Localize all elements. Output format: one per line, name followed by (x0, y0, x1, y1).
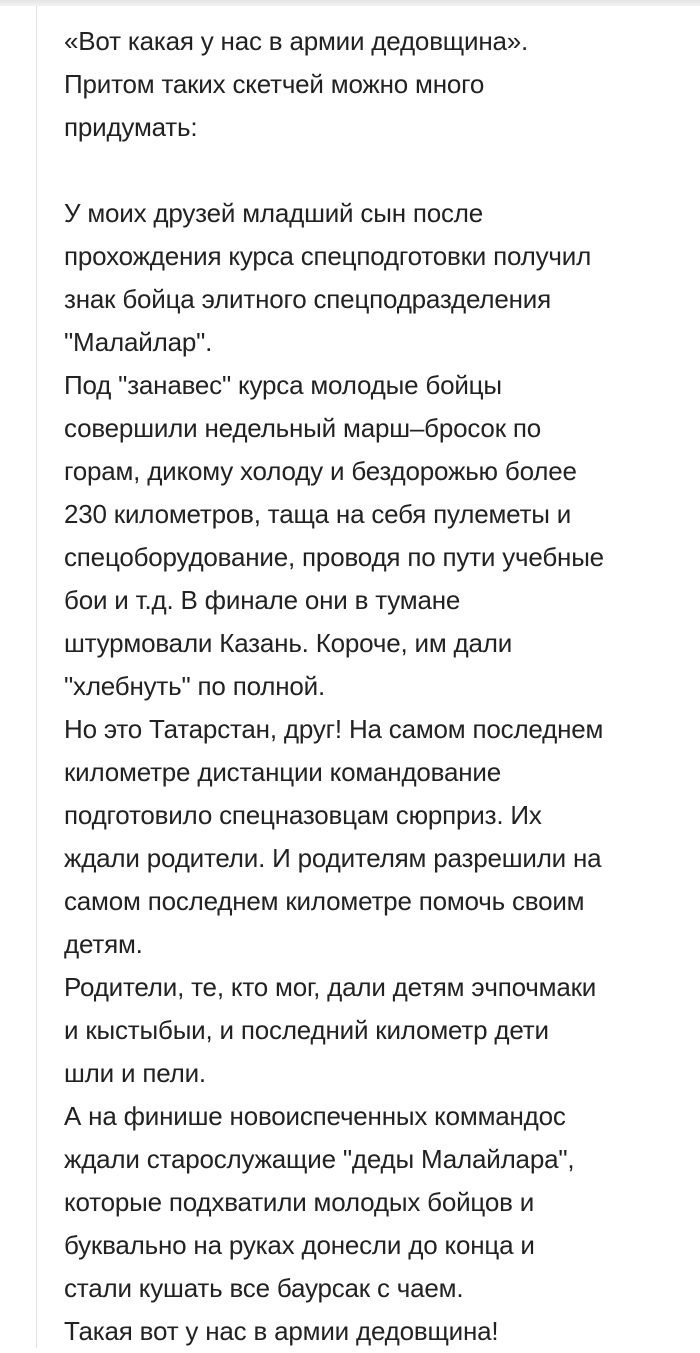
text-line: спецоборудование, проводя по пути учебные (64, 542, 604, 572)
text-line: Притом таких скетчей можно много (64, 69, 485, 99)
text-line: придумать: (64, 112, 198, 142)
text-line: Родители, те, кто мог, дали детям эчпочмаки (64, 972, 597, 1002)
text-line: штурмовали Казань. Короче, им дали (64, 628, 513, 658)
text-line: горам, дикому холоду и бездорожью более (64, 456, 577, 486)
text-line: стали кушать все баурсак с чаем. (64, 1273, 464, 1303)
text-line: совершили недельный марш–бросок по (64, 413, 542, 443)
post-text (64, 20, 696, 1353)
text-line: самом последнем километре помочь своим (64, 886, 585, 916)
text-line: ждали родители. И родителям разрешили на (64, 843, 602, 873)
paragraph-gap (64, 149, 696, 192)
text-line: буквально на руках донесли до конца и (64, 1230, 535, 1260)
text-line: Такая вот у нас в армии дедовщина! (64, 1316, 499, 1346)
text-line: и кыстыбыи, и последний километр дети (64, 1015, 549, 1045)
comment-thread-line (36, 6, 37, 1348)
text-line: "хлебнуть" по полной. (64, 671, 325, 701)
text-line: Но это Татарстан, друг! На самом последнем (64, 714, 604, 744)
text-line: У моих друзей младший сын после (64, 198, 484, 228)
text-line: знак бойца элитного спецподразделения (64, 284, 552, 314)
text-line: подготовило спецназовцам сюрприз. Их (64, 800, 542, 830)
top-divider (0, 0, 700, 6)
text-line: ждали старослужащие "деды Малайлара", (64, 1144, 575, 1174)
text-line: «Вот какая у нас в армии дедовщина». (64, 26, 529, 56)
text-line: которые подхватили молодых бойцов и (64, 1187, 535, 1217)
text-line: Под "занавес" курса молодые бойцы (64, 370, 502, 400)
text-line: А на финише новоиспеченных коммандос (64, 1101, 566, 1131)
text-line: шли и пели. (64, 1058, 206, 1088)
text-line: детям. (64, 929, 143, 959)
text-line: "Малайлар". (64, 327, 213, 357)
text-line: прохождения курса спецподготовки получил (64, 241, 592, 271)
text-line: бои и т.д. В финале они в тумане (64, 585, 461, 615)
text-line: километре дистанции командование (64, 757, 502, 787)
text-line: 230 километров, таща на себя пулеметы и (64, 499, 572, 529)
